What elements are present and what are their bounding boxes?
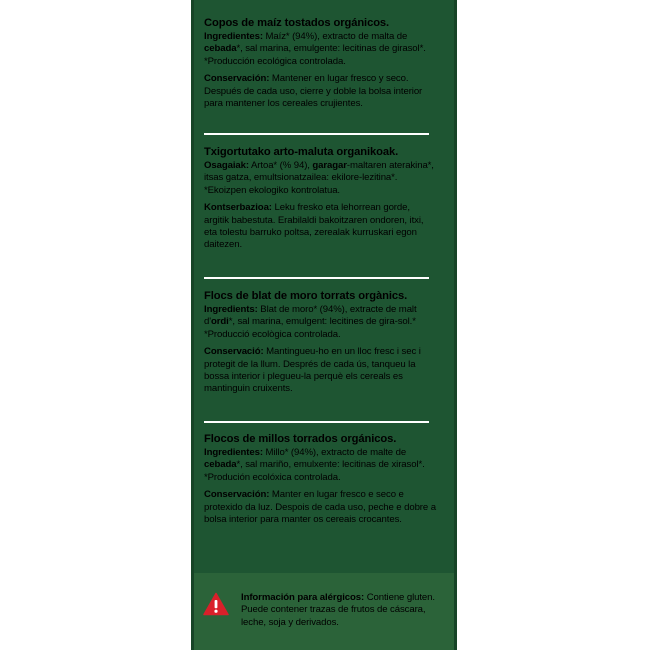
storage-paragraph — [204, 489, 436, 526]
storage-label: Conservación: — [204, 489, 270, 501]
ingredients-paragraph — [204, 447, 436, 484]
section-basque — [204, 146, 436, 257]
ingredients-text-cont: *, sal mariño, emulxente: lecitinas de xirasol*. *Produción ecolóxica controlada. — [204, 459, 425, 483]
ingredients-text-cont: *, sal marina, emulgent: lecitines de gira-sol.* *Producció ecològica controlada. — [204, 316, 416, 340]
storage-label: Kontserbazioa: — [204, 202, 272, 214]
allergen-highlight: garagar — [312, 160, 347, 171]
ingredients-text-cont: -maltaren aterakina*, itsas gatza, emultsionatzailea: ekilore-lezitina*. *Ekoizpen ekologiko kontrolatua. — [204, 160, 434, 196]
section-galician — [204, 433, 436, 531]
section-catalan — [204, 290, 436, 401]
section-title: Flocos de millos torrados orgánicos. — [204, 433, 397, 445]
allergen-description: Contiene gluten. Puede contener trazas de frutos de cáscara, leche, soja y derivados. — [241, 592, 435, 628]
panel-right-edge — [454, 0, 457, 650]
ingredients-label: Osagaiak: — [204, 160, 249, 171]
ingredients-label: Ingredients: — [204, 304, 258, 315]
section-title: Flocs de blat de moro torrats orgànics. — [204, 290, 408, 302]
storage-text: Mantener en lugar fresco y seco. Después de cada uso, cierre y doble la bolsa interior para mantener los cereales crujientes. — [204, 73, 423, 110]
section-title: Copos de maíz tostados orgánicos. — [204, 17, 390, 29]
storage-paragraph — [204, 73, 436, 110]
section-spanish — [204, 17, 436, 115]
ingredients-text-cont: *, sal marina, emulgente: lecitinas de girasol*. *Producción ecológica controlada. — [204, 43, 426, 67]
warning-triangle-icon — [203, 592, 229, 616]
ingredients-paragraph — [204, 304, 436, 341]
allergen-label: Información para alérgicos: — [241, 592, 365, 603]
allergen-highlight: ordi — [210, 316, 229, 328]
ingredients-text: Millo* (94%), extracto de malte de — [262, 447, 407, 458]
allergen-info-text — [241, 592, 436, 629]
section-divider — [204, 421, 429, 423]
storage-text: Manter en lugar fresco e seco e protexido da luz. Despois de cada uso, peche e dobre a bolsa interior para manter os cereais crocantes. — [204, 489, 436, 526]
allergen-highlight: cebada — [204, 459, 237, 471]
ingredients-paragraph — [204, 160, 436, 197]
ingredients-label: Ingredientes: — [204, 31, 263, 42]
ingredients-text: Blat de moro* (94%), extracte de malt d' — [204, 304, 417, 328]
storage-label: Conservación: — [204, 73, 270, 85]
section-title: Txigortutako arto-maluta organikoak. — [204, 146, 399, 158]
ingredients-text: Maíz* (94%), extracto de malta de — [262, 31, 408, 42]
storage-paragraph — [204, 202, 436, 252]
storage-text: Mantingueu-ho en un lloc fresc i sec i protegit de la llum. Després de cada ús, tanqueu la bossa interior i plegueu-la perquè els cereals es mantinguin cruixents. — [204, 346, 421, 395]
allergen-highlight: cebada — [204, 43, 237, 55]
panel-left-edge — [191, 0, 194, 650]
storage-text: Leku fresko eta lehorrean gorde, argitik babestuta. Erabilaldi bakoitzaren ondoren, itxi, eta tolestu barruko poltsa, zerealak kurruskari egon daitezen. — [204, 202, 424, 251]
section-divider — [204, 277, 429, 279]
storage-paragraph — [204, 346, 436, 396]
ingredients-text: Artoa* (% 94), — [248, 160, 313, 171]
ingredients-paragraph — [204, 31, 436, 68]
storage-label: Conservació: — [204, 346, 264, 358]
section-divider — [204, 133, 429, 135]
ingredients-label: Ingredientes: — [204, 447, 263, 458]
